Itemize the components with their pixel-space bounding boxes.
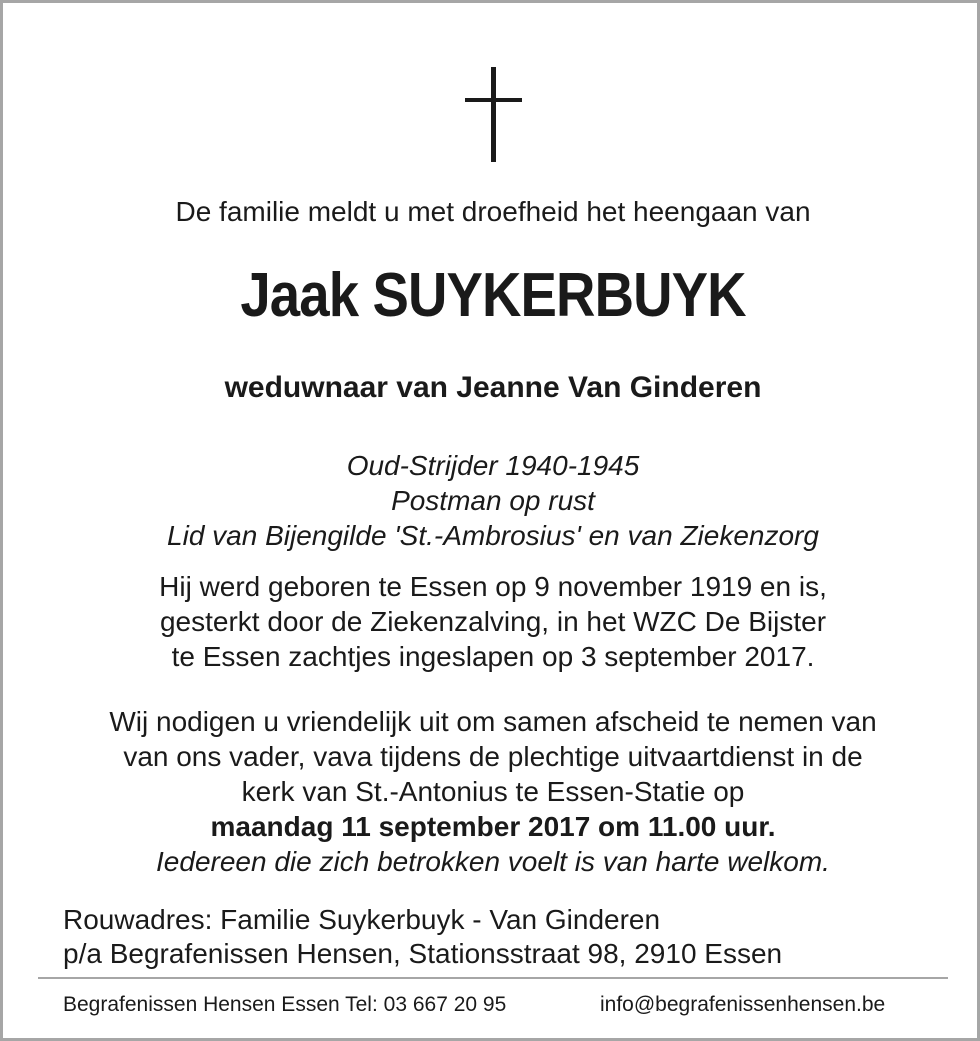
spouse-line: weduwnaar van Jeanne Van Ginderen xyxy=(224,371,762,404)
invitation-block xyxy=(3,704,980,879)
welcome-line: Iedereen die zich betrokken voelt is van harte welkom. xyxy=(156,846,830,877)
intro-text: De familie meldt u met droefheid het heengaan van xyxy=(175,196,811,227)
title-line: Lid van Bijengilde 'St.-Ambrosius' en van Ziekenzorg xyxy=(167,520,819,551)
titles-block xyxy=(3,448,980,553)
title-line: Postman op rust xyxy=(391,485,595,516)
title-line: Oud-Strijder 1940-1945 xyxy=(346,450,640,481)
address-line: p/a Begrafenissen Hensen, Stationsstraat 98, 2910 Essen xyxy=(63,938,783,969)
birth-line: te Essen zachtjes ingeslapen op 3 september 2017. xyxy=(171,641,815,672)
cross-icon xyxy=(463,67,525,163)
footer-email: info@begrafenissenhensen.be xyxy=(600,993,886,1016)
invite-line: van ons vader, vava tijdens de plechtige uitvaartdienst in de xyxy=(123,741,863,772)
birth-line: Hij werd geboren te Essen op 9 november 1919 en is, xyxy=(159,571,827,602)
invite-line: kerk van St.-Antonius te Essen-Statie op xyxy=(241,776,745,807)
deceased-name: Jaak SUYKERBUYK xyxy=(240,261,746,330)
address-line: Rouwadres: Familie Suykerbuyk - Van Ginderen xyxy=(63,904,661,935)
footer-divider xyxy=(38,977,948,979)
birth-line: gesterkt door de Ziekenzalving, in het WZC De Bijster xyxy=(159,606,827,637)
service-datetime: maandag 11 september 2017 om 11.00 uur. xyxy=(210,811,776,842)
footer-company-phone: Begrafenissen Hensen Essen Tel: 03 667 20 95 xyxy=(63,993,507,1016)
mourning-address xyxy=(63,903,782,971)
invite-line: Wij nodigen u vriendelijk uit om samen afscheid te nemen van xyxy=(109,706,877,737)
birth-death-block xyxy=(3,569,980,674)
